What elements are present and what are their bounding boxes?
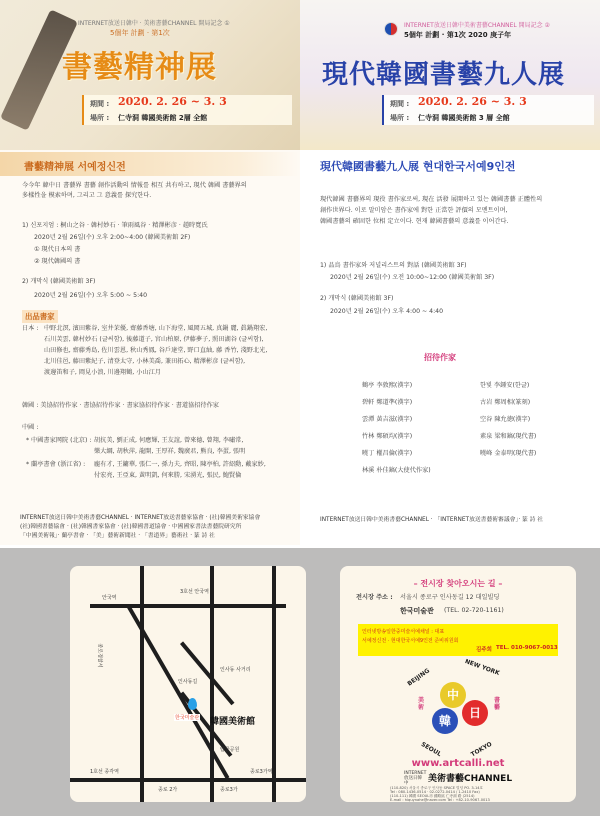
right-heading: 現代韓國書藝九人展 현대한국서예9인전 xyxy=(320,160,516,173)
right-venue-label: 場所 : xyxy=(390,114,410,122)
china-1-label: * 中國書家网院 (北京) : xyxy=(26,437,92,444)
contact-banner xyxy=(358,624,558,656)
right-opening-time: 2020년 2월 26일(수) 오후 4:00 ~ 4:40 xyxy=(330,308,444,315)
map-label: 종로3가 xyxy=(220,787,238,793)
china-2-label: * 蘭亭書會 (浙江省) : xyxy=(26,461,86,468)
channel-logo xyxy=(402,657,514,762)
right-intro-3: 韓國書藝의 確固한 位相 定立이다. 현재 韓國書藝의 意義를 이어간다. xyxy=(320,218,509,225)
gallery-name: 韓國美術館 xyxy=(210,717,256,727)
left-poster-header xyxy=(0,0,300,150)
logo-city: TOKYO xyxy=(469,740,494,759)
banner-line-2: 서예정신전 · 현대한국서예9인전 준비위원회 xyxy=(362,638,459,644)
logo-side-right: 書藝 xyxy=(494,697,501,711)
japan-label: 日本 : xyxy=(22,325,39,332)
dialogue-title: 1) 品鳥 書作家와 저널리스트의 對話 (韓國美術館 3F) xyxy=(320,262,467,269)
artist-list-item: 曉丁 權昌倫(漢字) xyxy=(362,450,413,457)
japan-line-4: 北川佳邑, 藤田紫紀子, 清登太守, 小林美喬, 兼田拓心, 精澤彬彦 (글씨함), xyxy=(44,358,246,365)
right-poster-header xyxy=(300,0,600,150)
right-intro-1: 現代韓國 書藝界의 現役 書作家로써, 現在 活發 展開하고 있는 韓國書藝 正體性의 xyxy=(320,196,543,203)
taegeuk-icon xyxy=(384,22,398,36)
logo-circle-china: 中 xyxy=(440,682,466,708)
left-info-box xyxy=(82,95,292,125)
artist-list-item: 碧軒 鄭道準(漢字) xyxy=(362,399,413,406)
symposium-time: 2020년 2월 26일(수) 오후 2:00~4:00 (韓國美術館 2F) xyxy=(34,234,191,241)
left-period: 2020. 2. 26 ~ 3. 3 xyxy=(118,95,227,108)
info-line: (110-111) 韓國 SEOUL市 鍾路區 仁寺洞 路 (2514) xyxy=(390,794,475,798)
symposium-topic-b: ② 現代韓國의 書 xyxy=(34,258,81,265)
japan-line-3: 山田修也, 齋藤秀島, 佐川雲恩, 秋山秀鳳, 谷戶達堂, 野口直紬, 藤 香竹, 淺野北光, xyxy=(44,347,268,354)
info-line: Tel : 080-1436-0514 · 02-0272-0414 / 1-2410 Fax) xyxy=(390,790,480,794)
channel-name: 美術書藝CHANNEL xyxy=(428,774,513,784)
info-line: (110-820) 서울시 종로구 인사동 SPACE 빌딩 PO. 3-14호 xyxy=(390,786,484,790)
logo-city: BEIJING xyxy=(406,667,432,688)
address: 서울시 종로구 인사동길 12 대일빌딩 xyxy=(400,594,500,601)
left-footer-1: INTERNET放送日韓中美術書藝CHANNEL · INTERNET放送書藝家協會 · (社)韓國美術家協會 xyxy=(20,515,261,521)
left-intro-2: 多樣性을 模索하며, 그리고 그 意義를 探究한다. xyxy=(22,192,152,199)
directions-title: – 전시장 찾아오시는 길 – xyxy=(413,579,503,588)
logo-side-left: 美術 xyxy=(418,697,425,711)
logo-circle-japan: 日 xyxy=(462,700,488,726)
left-heading: 書藝精神展 서예정신전 xyxy=(24,162,126,173)
right-period-label: 期間 : xyxy=(390,100,410,108)
participants-label: 出品書家 xyxy=(22,310,58,323)
right-top-tag: INTERNET放送日韓中美術書藝CHANNEL 開局記念 ② xyxy=(404,22,550,29)
left-edition: 5個年 計劃 · 第1次 xyxy=(110,29,170,37)
artist-list-item: 한빛 李鍾安(한글) xyxy=(480,382,530,389)
banner-line-1: 인터넷방송일한중미술서예채널 : 대표 xyxy=(362,629,445,635)
map-label: 인사동 사거리 xyxy=(220,667,251,673)
left-top-tag: INTERNET放送日韓中 · 美術書藝CHANNEL 開局記念 ① xyxy=(78,20,230,27)
bottom-panel xyxy=(0,548,600,816)
symposium-topic-a: ① 現代日本의 書 xyxy=(34,246,81,253)
map-label: 안국역 xyxy=(102,595,117,601)
left-period-label: 期間 : xyxy=(90,100,110,108)
artist-list-item: 空谷 陳允徳(漢字) xyxy=(480,416,531,423)
left-venue: 仁寺洞 韓國美術館 2層 全館 xyxy=(118,114,208,122)
left-title: 書藝精神展 xyxy=(62,50,217,85)
info-line: E-mail : hiquynahe@naver.com Tel : +82-10-9067-0013 xyxy=(390,798,490,802)
left-venue-label: 場所 : xyxy=(90,114,110,122)
contact-name: 김주희 xyxy=(476,647,492,653)
china-1-line-a: 胡抗美, 劉正成, 何應輝, 王友誼, 曾來德, 曾翔, 李嘯常, xyxy=(94,437,244,444)
artist-list-item: 林溪 朴佳鎬(大使代作家) xyxy=(362,467,431,474)
symposium-title: 1) 신포지엄 : 桐山之谷 · 韓村妙石 · 筆雨風谷 · 精澤彬彦 · 趙時寬氏 xyxy=(22,222,208,229)
artist-list-item: 曉峰 金泰明(現代書) xyxy=(480,450,537,457)
china-1-line-b: 樂大綱, 胡秋萍, 龍開, 王厚祥, 魏廣君, 熊良, 李蛋, 張明 xyxy=(94,448,246,455)
right-intro-2: 創作世界다. 이로 말미암은 書作家에 對한 正當한 評價의 모멘트이며, xyxy=(320,207,508,214)
right-edition: 5個年 計劃 · 第1次 2020 庚子年 xyxy=(404,31,512,39)
korea-line: 韓國 : 美協招待作家 · 書協招待作家 · 書家協招待作家 · 書道協招待作家 xyxy=(22,402,219,409)
left-footer-2: (社)韓國書藝協會 · (社)韓國書家協會 · (社)韓國書道協會 · 中國國家書法書藝院研究所 xyxy=(20,524,242,530)
japan-line-2: 石川芙雲, 韓村妙石 (글씨함), 後藤道子, 宮山柏原, 伊藤夢子, 照田湖谷 (글씨함), xyxy=(44,336,264,343)
artist-list-item: 竹林 鄭碩均(漢字) xyxy=(362,433,413,440)
logo-circle-korea: 韓 xyxy=(432,708,458,734)
left-program xyxy=(0,150,300,545)
japan-line-5: 渡邊笛和子, 岡見小浪, 川邊翔鶴, 小山江月 xyxy=(44,369,161,376)
left-footer-3: 「中國美術報」· 蘭亭書會 · 「美」藝術新聞社 · 「書道界」藝術社 · 篆 詩 社 xyxy=(20,533,215,539)
map-label: 종로3가역 xyxy=(250,769,273,775)
dialogue-time: 2020년 2월 26일(수) 오전 10:00~12:00 (韓國美術館 3F) xyxy=(330,274,495,281)
right-program xyxy=(300,150,600,545)
right-title: 現代韓國書藝九人展 xyxy=(322,60,566,90)
location-map xyxy=(70,566,306,802)
logo-city: NEW YORK xyxy=(463,657,501,678)
location-pin-icon xyxy=(188,698,197,710)
japan-line-1: 中野北溟, 濱田紫谷, 室井茉優, 齋藤香塘, 山下海堂, 風岡五城, 真鍋 麗, 眞鍋翔宏, xyxy=(44,325,268,332)
gallery-name-ko: 한국미술관 xyxy=(400,607,434,615)
artist-list-item: 古岩 鄭周相(篆刻) xyxy=(480,399,531,406)
artist-list-item: 鶴亭 李敦熙(漢字) xyxy=(362,382,413,389)
china-label: 中國 : xyxy=(22,424,39,431)
right-opening-title: 2) 개막식 (韓國美術館 3F) xyxy=(320,295,394,302)
map-label: 탑골공원 xyxy=(220,747,240,753)
china-2-line-a: 龐有才, 王鏞華, 張仁一, 孫力夫, 齊昭, 陳亭柏, 許紹勳, 戴家妙, xyxy=(94,461,266,468)
right-venue: 仁寺洞 韓國美術館 3 層 全館 xyxy=(418,114,510,122)
website-link[interactable]: www.artcalli.net xyxy=(411,758,505,769)
address-label: 전시장 주소 : xyxy=(356,594,393,601)
logo-city: SEOUL xyxy=(419,740,443,759)
directions-card xyxy=(340,566,576,802)
gallery-marker-label: 한국미술관 xyxy=(175,715,200,721)
map-label: 3호선 안국역 xyxy=(180,589,209,595)
right-footer: INTERNET放送日韓中美術書藝CHANNEL · 「INTERNET放送書藝術審議會」· 篆 詩 社 xyxy=(320,517,544,523)
right-period: 2020. 2. 26 ~ 3. 3 xyxy=(418,95,527,108)
artist-list-item: 素泉 梁和鎬(現代書) xyxy=(480,433,537,440)
map-label: 1호선 종각역 xyxy=(90,769,119,775)
map-label: 인사동길 xyxy=(178,679,198,685)
gallery-tel: (TEL. 02-720-1161) xyxy=(444,607,504,614)
china-2-line-b: 付宏亮, 王亞東, 黃明凱, 何來勝, 宋湧光, 張民, 鮑賢倫 xyxy=(94,472,242,479)
contact-tel: TEL. 010-9067-0013 xyxy=(496,645,558,651)
invited-label: 招待作家 xyxy=(424,353,456,362)
left-intro-1: 今今年 韓中日 書藝界 書藝 創作活動의 情報를 相互 共有하고, 現代 韓國 書藝界의 xyxy=(22,182,247,189)
map-label: 종로 2가 xyxy=(158,787,178,793)
opening-time: 2020년 2월 26일(수) 오후 5:00 ~ 5:40 xyxy=(34,292,148,299)
channel-small: INTERNET放送日韓中 xyxy=(404,771,427,786)
opening-title: 2) 개막식 (韓國美術館 3F) xyxy=(22,278,96,285)
right-info-box xyxy=(382,95,594,125)
artist-list-item: 雲潭 黃吉滋(漢字) xyxy=(362,416,413,423)
map-label: 종로경찰서 xyxy=(96,643,103,668)
